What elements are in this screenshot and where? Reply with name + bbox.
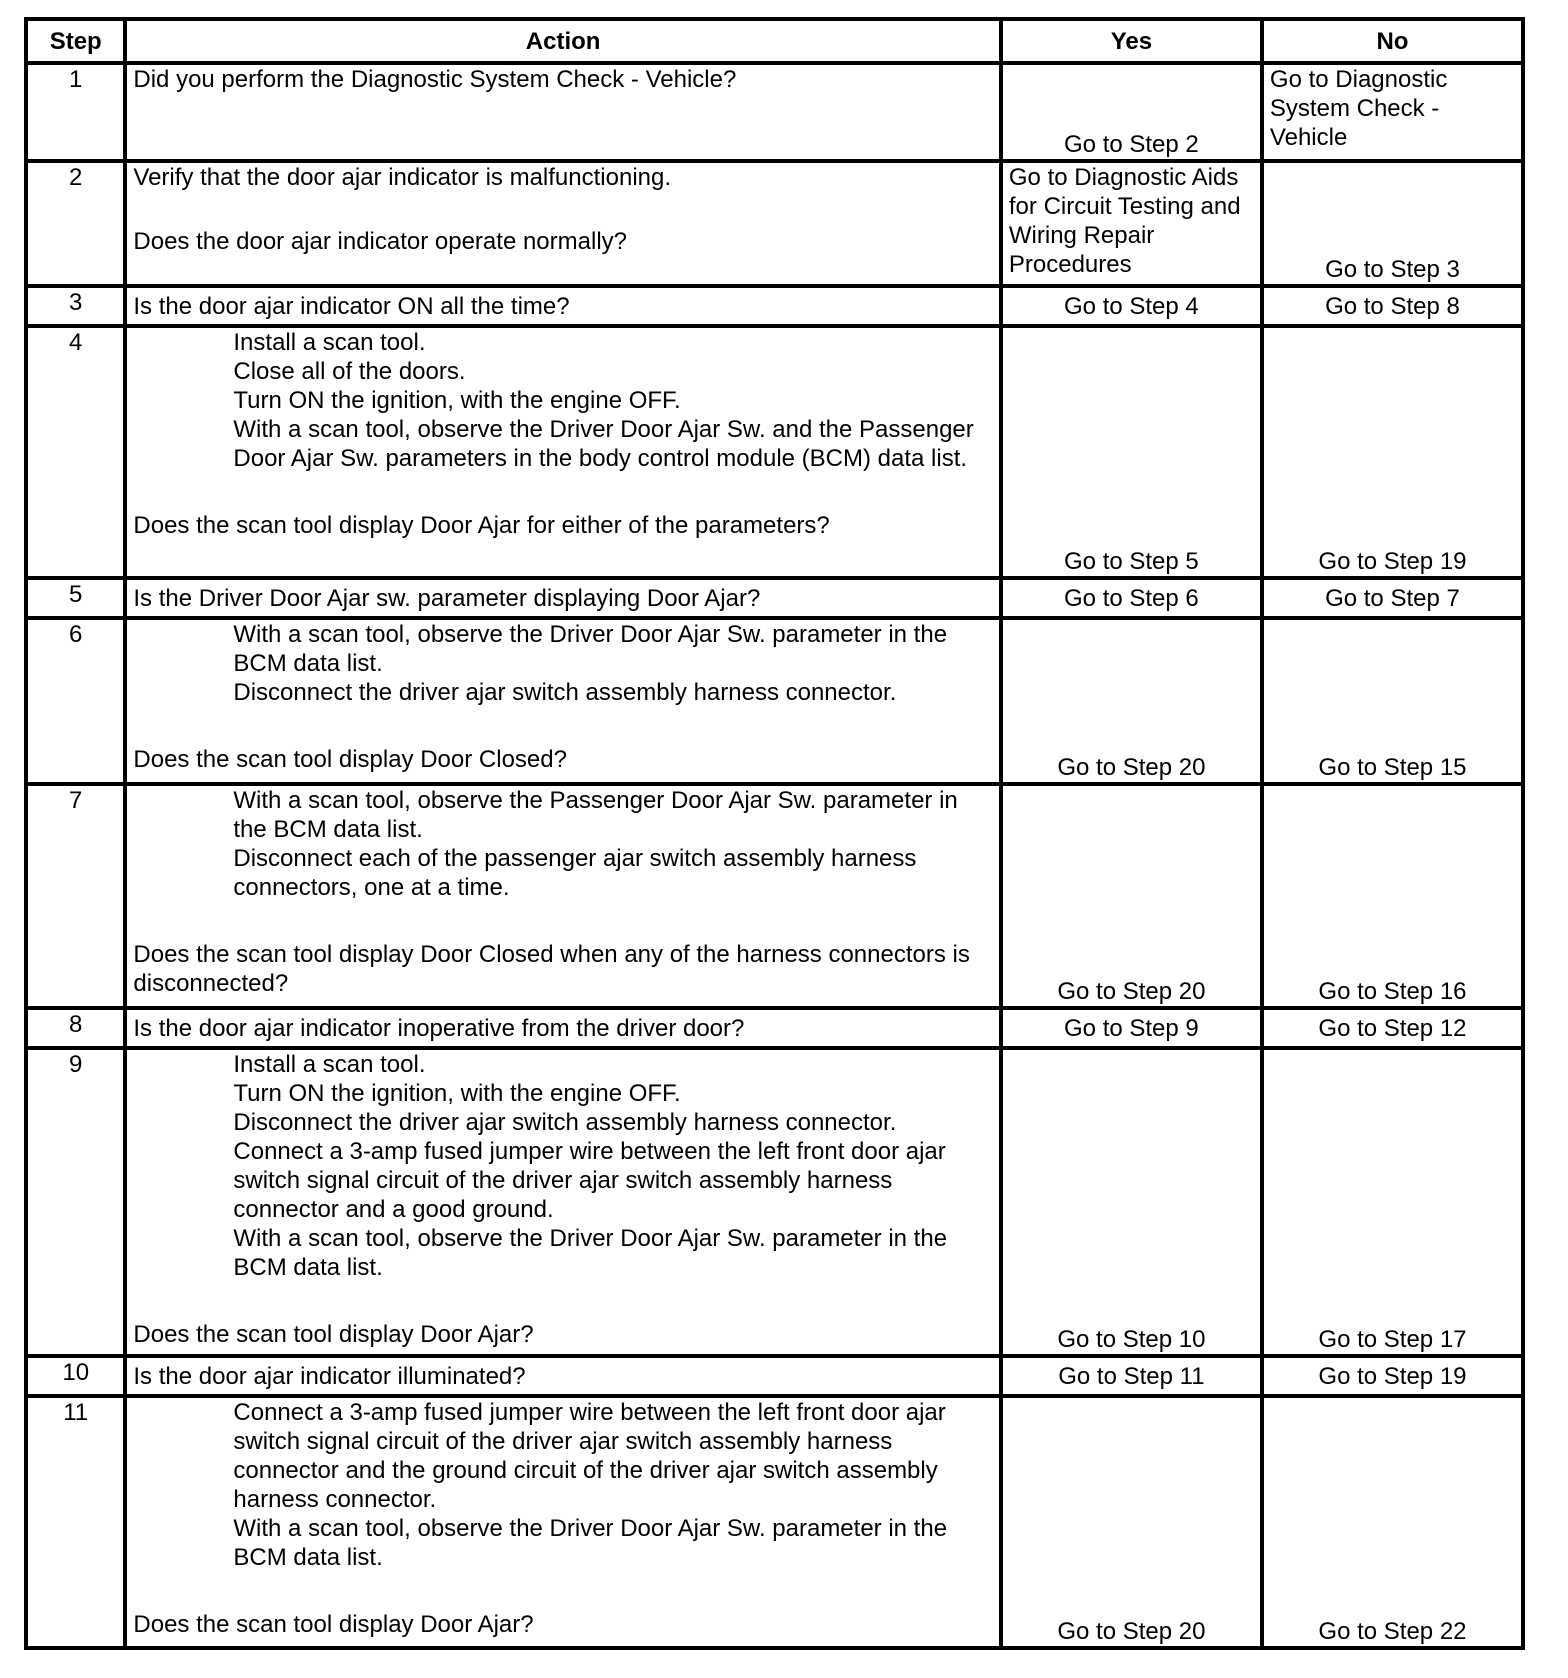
no-result: Go to Step 19	[1318, 1362, 1467, 1390]
instruction-item: Connect a 3-amp fused jumper wire between the left front door ajar switch signal circuit of the driver ajar switch assembly harness connector and the ground circuit of the driver ajar switch assembly harness connector.	[233, 1399, 946, 1513]
action-cell	[125, 784, 1001, 1008]
question-text: Does the door ajar indicator operate normally?	[133, 228, 627, 255]
instruction-item: With a scan tool, observe the Driver Door Ajar Sw. parameter in the BCM data list.	[233, 1225, 948, 1281]
instruction-list	[133, 328, 993, 473]
instruction-list	[133, 786, 993, 902]
instruction-list	[133, 1050, 993, 1282]
table-row	[26, 1008, 1523, 1048]
question-text: Is the door ajar indicator inoperative from the driver door?	[133, 1014, 745, 1042]
yes-cell	[1001, 63, 1262, 161]
table-row	[26, 1396, 1523, 1648]
instruction-item: Install a scan tool.	[233, 1051, 426, 1078]
question-text: Does the scan tool display Door Closed?	[133, 746, 567, 773]
instruction-item: Disconnect the driver ajar switch assembly harness connector.	[233, 1109, 897, 1136]
instruction-item: Close all of the doors.	[233, 358, 466, 385]
no-result: Go to Step 16	[1318, 978, 1467, 1005]
yes-result: Go to Step 5	[1064, 548, 1199, 575]
header-row	[26, 19, 1523, 63]
table-row	[26, 618, 1523, 784]
yes-result: Go to Step 2	[1064, 131, 1199, 158]
instruction-item: Disconnect each of the passenger ajar switch assembly harness connectors, one at a time.	[233, 845, 917, 901]
instruction-item: Install a scan tool.	[233, 329, 426, 356]
column-header-no: No	[1262, 19, 1523, 63]
no-result: Go to Step 15	[1318, 754, 1467, 781]
yes-cell	[1001, 1048, 1262, 1356]
instruction-item: With a scan tool, observe the Passenger Door Ajar Sw. parameter in the BCM data list.	[233, 787, 958, 843]
yes-cell	[1001, 1008, 1262, 1048]
table-row	[26, 578, 1523, 618]
no-cell	[1262, 1356, 1523, 1396]
instruction-item: With a scan tool, observe the Driver Door Ajar Sw. parameter in the BCM data list.	[233, 621, 948, 677]
yes-cell	[1001, 1396, 1262, 1648]
action-cell	[125, 161, 1001, 286]
no-result: Go to Step 19	[1318, 548, 1467, 575]
table-row	[26, 161, 1523, 286]
step-number: 5	[26, 578, 125, 618]
yes-cell	[1001, 326, 1262, 578]
question-text: Does the scan tool display Door Closed when any of the harness connectors is disconnected?	[133, 941, 970, 997]
no-result: Go to Step 8	[1325, 292, 1460, 320]
no-cell	[1262, 578, 1523, 618]
yes-result: Go to Step 20	[1057, 978, 1206, 1005]
table-row	[26, 784, 1523, 1008]
no-result: Go to Step 17	[1318, 1326, 1467, 1353]
yes-result: Go to Step 9	[1064, 1014, 1199, 1042]
yes-cell	[1001, 578, 1262, 618]
no-cell	[1262, 784, 1523, 1008]
instruction-list	[133, 620, 993, 707]
yes-result: Go to Step 6	[1064, 584, 1199, 612]
column-header-step: Step	[26, 19, 125, 63]
step-number: 2	[26, 161, 125, 286]
yes-result: Go to Step 20	[1057, 754, 1206, 781]
no-result: Go to Step 7	[1325, 584, 1460, 612]
diagnostic-table	[24, 17, 1525, 1650]
instruction-list	[133, 1398, 993, 1572]
question-text: Is the Driver Door Ajar sw. parameter displaying Door Ajar?	[133, 584, 761, 612]
instruction-item: Disconnect the driver ajar switch assembly harness connector.	[233, 679, 897, 706]
step-number: 10	[26, 1356, 125, 1396]
no-result: Go to Step 22	[1318, 1618, 1467, 1645]
question-text: Does the scan tool display Door Ajar?	[133, 1611, 534, 1638]
table-row	[26, 326, 1523, 578]
question-text: Did you perform the Diagnostic System Check - Vehicle?	[133, 66, 737, 93]
action-cell	[125, 63, 1001, 161]
no-result: Go to Diagnostic System Check - Vehicle	[1269, 66, 1448, 151]
table-row	[26, 1356, 1523, 1396]
yes-cell	[1001, 618, 1262, 784]
question-text: Does the scan tool display Door Ajar for either of the parameters?	[133, 512, 830, 539]
no-cell	[1262, 161, 1523, 286]
step-number: 8	[26, 1008, 125, 1048]
no-cell	[1262, 63, 1523, 161]
instruction-item: With a scan tool, observe the Driver Door Ajar Sw. and the Passenger Door Ajar Sw. parameters in the body control module (BCM) data list.	[233, 416, 974, 472]
step-number: 11	[26, 1396, 125, 1648]
action-cell	[125, 1048, 1001, 1356]
step-number: 9	[26, 1048, 125, 1356]
step-number: 3	[26, 286, 125, 326]
action-cell	[125, 1008, 1001, 1048]
step-number: 6	[26, 618, 125, 784]
yes-cell	[1001, 784, 1262, 1008]
step-number: 1	[26, 63, 125, 161]
no-cell	[1262, 286, 1523, 326]
step-number: 7	[26, 784, 125, 1008]
instruction-item: Turn ON the ignition, with the engine OFF.	[233, 1080, 681, 1107]
action-cell	[125, 286, 1001, 326]
yes-result: Go to Step 4	[1064, 292, 1199, 320]
table-row	[26, 286, 1523, 326]
no-cell	[1262, 1048, 1523, 1356]
action-cell	[125, 1356, 1001, 1396]
yes-result: Go to Diagnostic Aids for Circuit Testing and Wiring Repair Procedures	[1008, 164, 1241, 278]
instruction-item: With a scan tool, observe the Driver Door Ajar Sw. parameter in the BCM data list.	[233, 1515, 948, 1571]
question-text: Is the door ajar indicator ON all the time?	[133, 292, 570, 320]
action-cell	[125, 618, 1001, 784]
column-header-yes: Yes	[1001, 19, 1262, 63]
yes-cell	[1001, 161, 1262, 286]
no-cell	[1262, 1008, 1523, 1048]
instruction-item: Connect a 3-amp fused jumper wire between the left front door ajar switch signal circuit of the driver ajar switch assembly harness connector and a good ground.	[233, 1138, 946, 1223]
no-result: Go to Step 3	[1325, 256, 1460, 283]
question-text: Does the scan tool display Door Ajar?	[133, 1321, 534, 1348]
action-cell	[125, 326, 1001, 578]
action-cell	[125, 1396, 1001, 1648]
table-row	[26, 1048, 1523, 1356]
question-text: Is the door ajar indicator illuminated?	[133, 1362, 526, 1390]
no-result: Go to Step 12	[1318, 1014, 1467, 1042]
yes-result: Go to Step 20	[1057, 1618, 1206, 1645]
table-row	[26, 63, 1523, 161]
yes-result: Go to Step 10	[1057, 1326, 1206, 1353]
statement-text: Verify that the door ajar indicator is malfunctioning.	[133, 164, 672, 191]
instruction-item: Turn ON the ignition, with the engine OFF.	[233, 387, 681, 414]
step-number: 4	[26, 326, 125, 578]
yes-cell	[1001, 286, 1262, 326]
column-header-action: Action	[125, 19, 1001, 63]
no-cell	[1262, 326, 1523, 578]
action-cell	[125, 578, 1001, 618]
yes-result: Go to Step 11	[1058, 1362, 1205, 1390]
no-cell	[1262, 1396, 1523, 1648]
no-cell	[1262, 618, 1523, 784]
yes-cell	[1001, 1356, 1262, 1396]
